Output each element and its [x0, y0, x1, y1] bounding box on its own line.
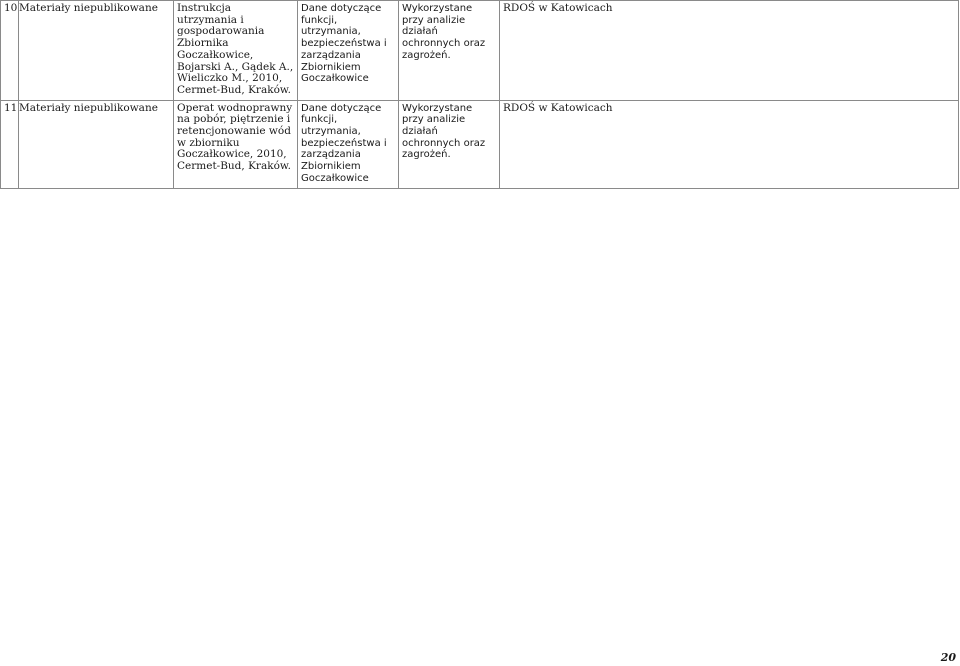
- page-number: 20: [940, 651, 956, 664]
- data-holder: RDOŚ w Katowicach: [500, 100, 959, 188]
- material-category: Materiały niepublikowane: [19, 1, 174, 101]
- usage-note: Wykorzystane przy analizie działań ochronnych oraz zagrożeń.: [399, 1, 500, 101]
- data-scope: Dane dotyczące funkcji, utrzymania, bezpieczeństwa i zarządzania Zbiornikiem Goczałkowice: [298, 1, 399, 101]
- source-description: Instrukcja utrzymania i gospodarowania Zbiornika Goczałkowice, Bojarski A., Gądek A., Wieliczko M., 2010, Cermet-Bud, Kraków.: [174, 1, 298, 101]
- data-scope: Dane dotyczące funkcji, utrzymania, bezpieczeństwa i zarządzania Zbiornikiem Goczałkowice: [298, 100, 399, 188]
- table-row: [1, 100, 959, 188]
- row-number: 11: [1, 100, 19, 188]
- usage-note: Wykorzystane przy analizie działań ochronnych oraz zagrożeń.: [399, 100, 500, 188]
- row-number: 10: [1, 1, 19, 101]
- source-description: Operat wodnoprawny na pobór, piętrzenie i retencjonowanie wód w zbiorniku Goczałkowice, 2010, Cermet-Bud, Kraków.: [174, 100, 298, 188]
- table-row: [1, 1, 959, 101]
- material-category: Materiały niepublikowane: [19, 100, 174, 188]
- sources-table: [0, 0, 959, 189]
- data-holder: RDOŚ w Katowicach: [500, 1, 959, 101]
